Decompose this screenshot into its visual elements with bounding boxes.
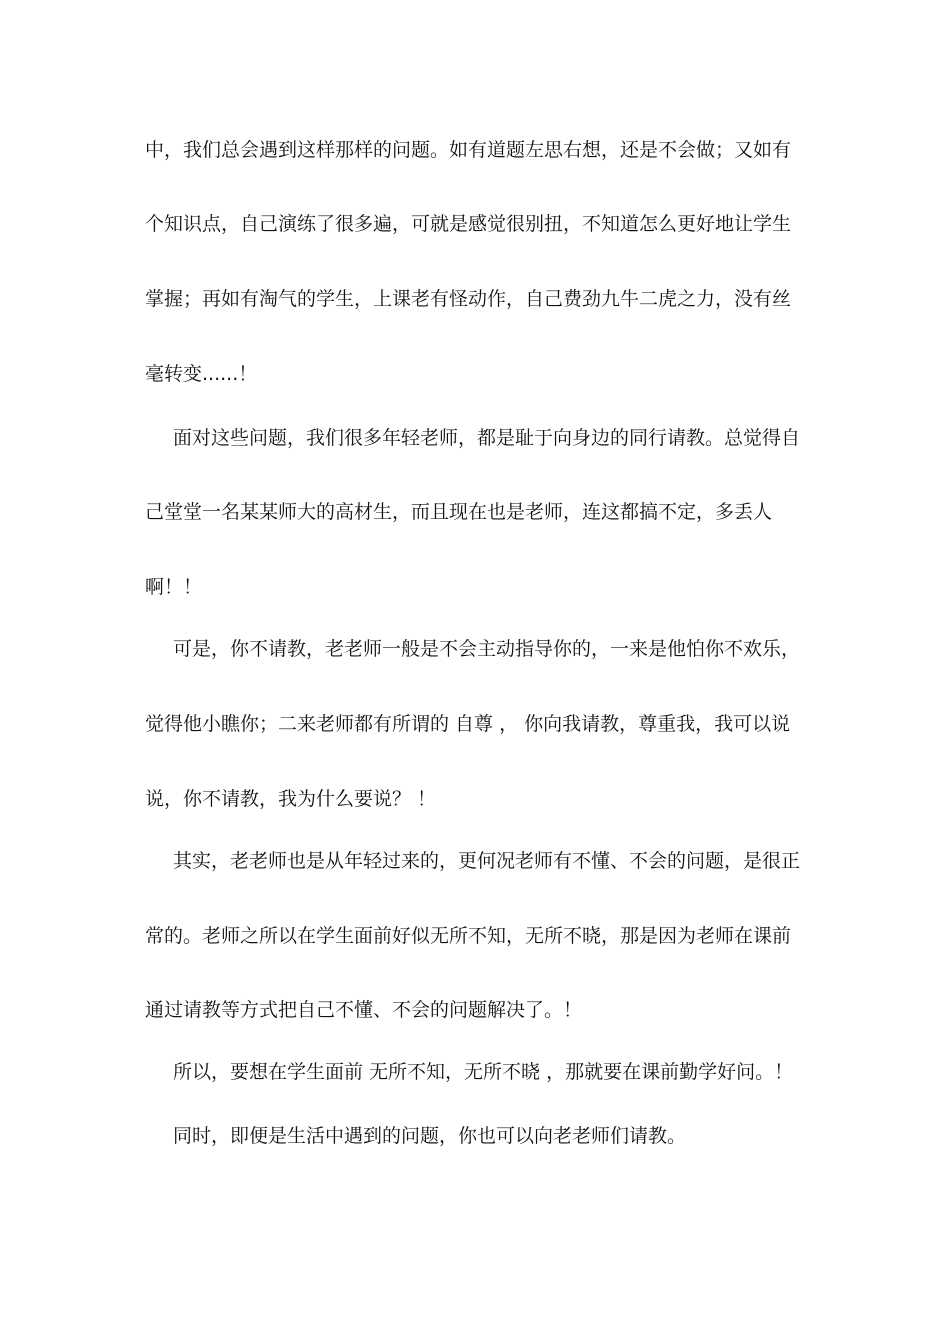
paragraph-1-line-4: 毫转变......！: [145, 363, 258, 385]
paragraph-2-line-1: 面对这些问题，我们很多年轻老师，都是耻于向身边的同行请教。总觉得自: [173, 427, 801, 449]
paragraph-2-line-2: 己堂堂一名某某师大的高材生，而且现在也是老师，连这都搞不定，多丢人: [145, 501, 773, 523]
paragraph-4-line-2: 常的。老师之所以在学生面前好似无所不知，无所不晓，那是因为老师在课前: [145, 925, 792, 947]
paragraph-4-line-3: 通过请教等方式把自己不懂、不会的问题解决了。！: [145, 999, 583, 1021]
paragraph-3-line-1: 可是，你不请教，老老师一般是不会主动指导你的，一来是他怕你不欢乐，: [173, 638, 801, 660]
paragraph-1-line-2: 个知识点，自己演练了很多遍，可就是感觉很别扭，不知道怎么更好地让学生: [145, 213, 792, 235]
paragraph-3-line-3: 说，你不请教，我为什么要说？ ！: [145, 788, 437, 810]
paragraph-5-line-1: 所以，要想在学生面前 无所不知，无所不晓 ，那就要在课前勤学好问。！: [173, 1061, 794, 1083]
paragraph-2-line-3: 啊！！: [145, 576, 203, 598]
paragraph-4-line-1: 其实，老老师也是从年轻过来的，更何况老师有不懂、不会的问题，是很正: [173, 850, 801, 872]
paragraph-1-line-3: 掌握；再如有淘气的学生，上课老有怪动作，自己费劲九牛二虎之力，没有丝: [145, 288, 792, 310]
paragraph-6-line-1: 同时，即便是生活中遇到的问题，你也可以向老老师们请教。: [173, 1125, 687, 1147]
paragraph-1-line-1: 中，我们总会遇到这样那样的问题。如有道题左思右想，还是不会做；又如有: [145, 139, 792, 161]
paragraph-3-line-2: 觉得他小瞧你；二来老师都有所谓的 自尊 ， 你向我请教，尊重我，我可以说: [145, 713, 791, 735]
